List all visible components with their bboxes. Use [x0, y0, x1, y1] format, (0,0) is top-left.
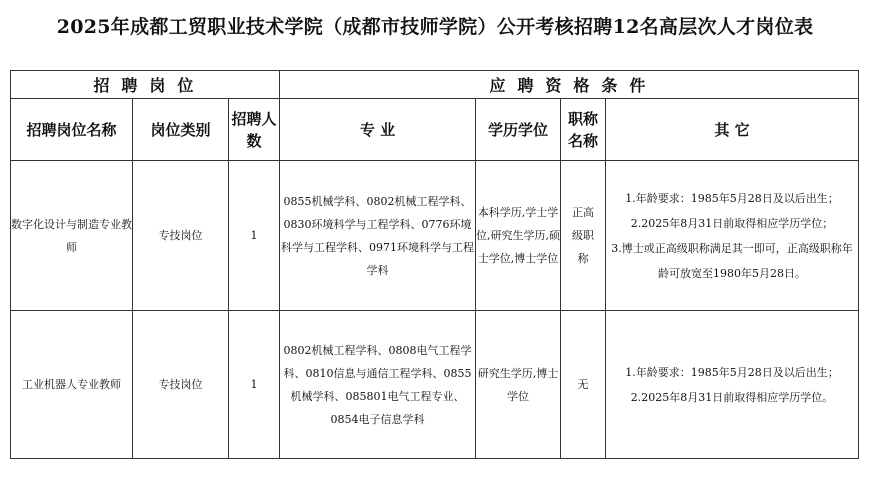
other-line: 2.2025年8月31日前取得相应学历学位； [630, 216, 834, 230]
column-header-degree: 学历学位 [476, 99, 561, 161]
page-title: 2025年成都工贸职业技术学院（成都市技师学院）公开考核招聘12名高层次人才岗位表 [56, 16, 814, 38]
cell-position-name: 工业机器人专业教师 [11, 311, 133, 459]
cell-title: 正高级职称 [561, 161, 606, 311]
cell-major: 0855机械学科、0802机械工程学科、0830环境科学与工程学科、0776环境科学与工程学科、0971环境科学与工程学科 [280, 161, 476, 311]
other-line: 2.2025年8月31日前取得相应学历学位。 [630, 390, 834, 404]
table-row [11, 311, 859, 459]
cell-degree: 本科学历,学士学位,研究生学历,硕士学位,博士学位 [476, 161, 561, 311]
cell-headcount: 1 [229, 161, 280, 311]
recruitment-table [10, 70, 859, 459]
cell-degree: 研究生学历,博士学位 [476, 311, 561, 459]
cell-other [606, 161, 859, 311]
cell-title: 无 [561, 311, 606, 459]
table-row [11, 161, 859, 311]
column-header-position-name: 招聘岗位名称 [11, 99, 133, 161]
group-header-requirements: 应 聘 资 格 条 件 [280, 71, 859, 99]
other-line: 1.年龄要求：1985年5月28日及以后出生； [625, 191, 839, 205]
cell-position-type: 专技岗位 [133, 311, 229, 459]
column-header-position-type: 岗位类别 [133, 99, 229, 161]
group-header-positions: 招 聘 岗 位 [11, 71, 280, 99]
other-line: 3.博士或正高级职称满足其一即可，正高级职称年龄可放宽至1980年5月28日。 [611, 241, 853, 280]
column-header-headcount: 招聘人数 [229, 99, 280, 161]
cell-major: 0802机械工程学科、0808电气工程学科、0810信息与通信工程学科、0855机械学科、085801电气工程专业、0854电子信息学科 [280, 311, 476, 459]
cell-other [606, 311, 859, 459]
column-header-major: 专 业 [280, 99, 476, 161]
cell-headcount: 1 [229, 311, 280, 459]
cell-position-type: 专技岗位 [133, 161, 229, 311]
other-line: 1.年龄要求：1985年5月28日及以后出生； [625, 365, 839, 379]
column-header-title: 职称名称 [561, 99, 606, 161]
column-header-other: 其 它 [606, 99, 859, 161]
cell-position-name: 数字化设计与制造专业教师 [11, 161, 133, 311]
